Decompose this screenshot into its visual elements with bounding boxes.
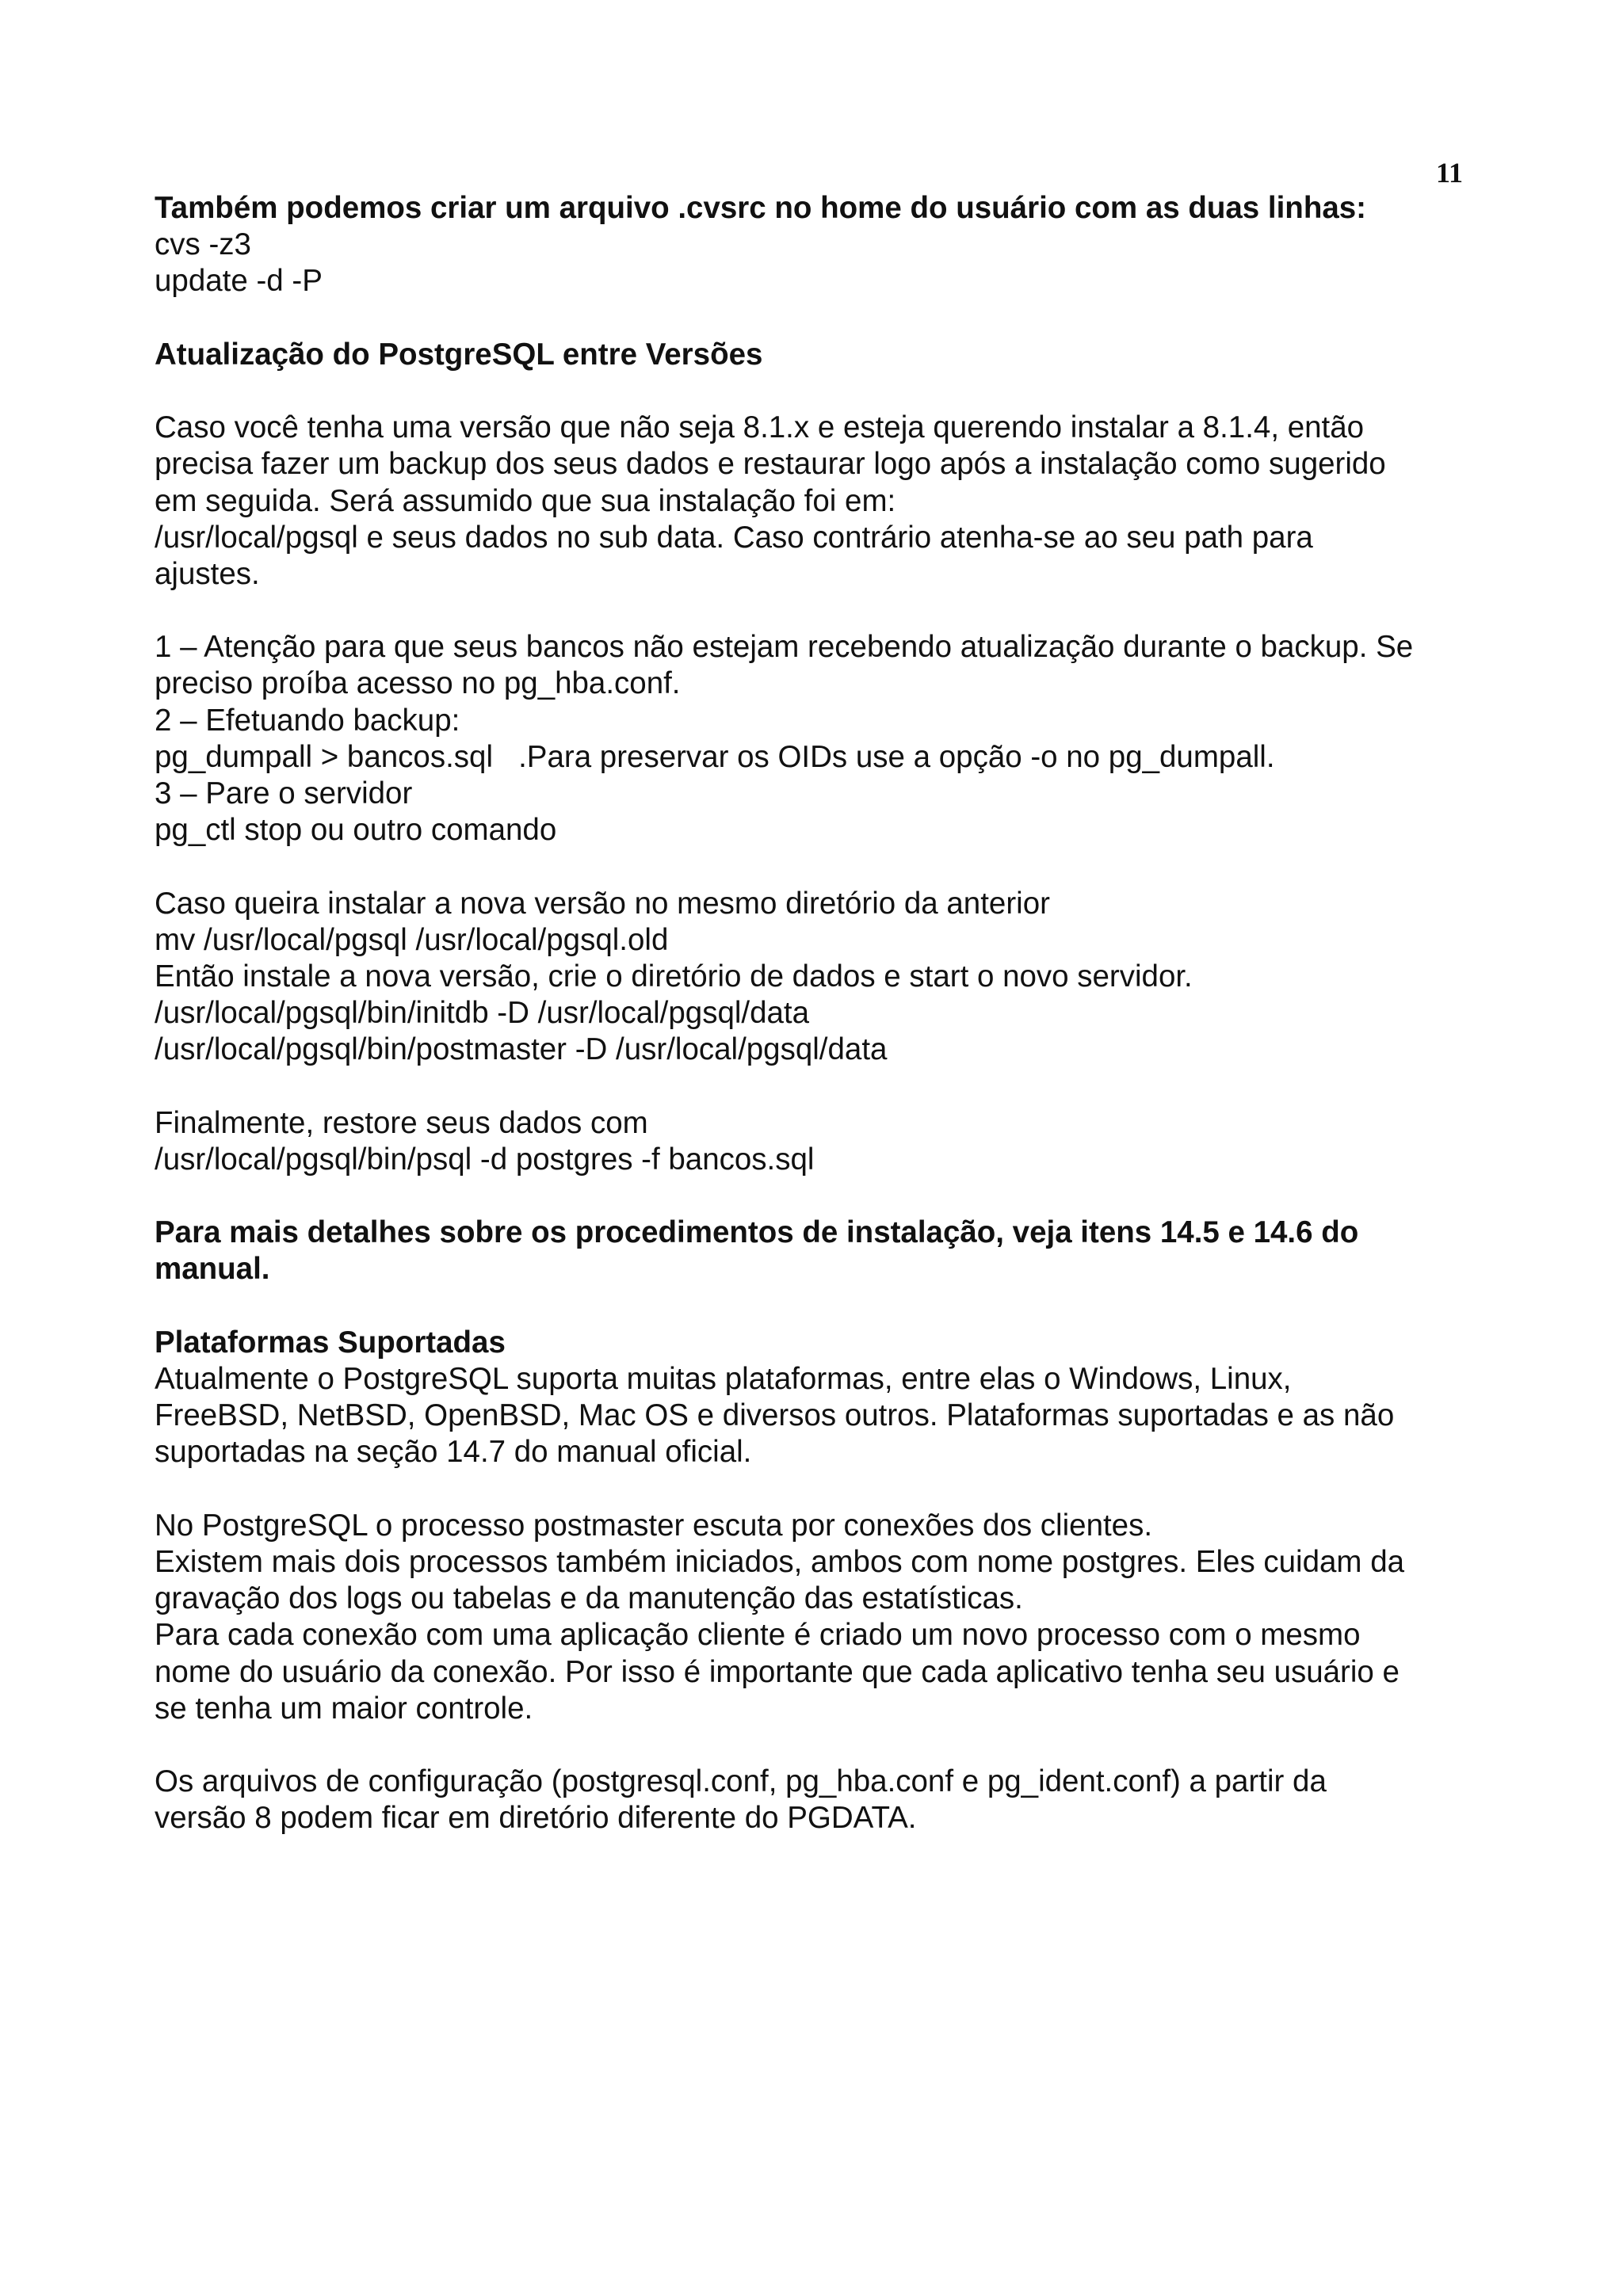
paragraph-gap	[155, 849, 1518, 885]
cvsrc-heading: Também podemos criar um arquivo .cvsrc no home do usuário com as duas linhas:	[155, 191, 1366, 225]
same-dir-line: /usr/local/pgsql/bin/postmaster -D /usr/local/pgsql/data	[155, 1032, 888, 1067]
platforms-line: Atualmente o PostgreSQL suporta muitas plataformas, entre elas o Windows, Linux,	[155, 1362, 1292, 1396]
processes-line: Existem mais dois processos também iniciados, ambos com nome postgres. Eles cuidam da	[155, 1544, 1405, 1579]
config-line: Os arquivos de configuração (postgresql.conf, pg_hba.conf e pg_ident.conf) a partir da	[155, 1764, 1327, 1799]
upgrade-step-line: 1 – Atenção para que seus bancos não estejam recebendo atualização durante o backup. Se	[155, 630, 1414, 665]
cvsrc-line: update -d -P	[155, 264, 323, 299]
platforms-line: suportadas na seção 14.7 do manual oficial.	[155, 1435, 752, 1470]
upgrade-intro-line: Caso você tenha uma versão que não seja 8.1.x e esteja querendo instalar a 8.1.4, então	[155, 410, 1365, 445]
same-dir-line: Caso queira instalar a nova versão no mesmo diretório da anterior	[155, 886, 1050, 921]
processes-line: gravação dos logs ou tabelas e da manutenção das estatísticas.	[155, 1581, 1023, 1616]
paragraph-gap	[155, 373, 1518, 410]
config-line: versão 8 podem ficar em diretório diferente do PGDATA.	[155, 1801, 917, 1836]
paragraph-gap	[155, 1471, 1518, 1508]
more-details-line: manual.	[155, 1252, 270, 1287]
upgrade-intro-line: em seguida. Será assumido que sua instalação foi em:	[155, 483, 896, 518]
upgrade-step-line: 2 – Efetuando backup:	[155, 703, 460, 738]
processes-line: No PostgreSQL o processo postmaster escuta por conexões dos clientes.	[155, 1508, 1153, 1543]
upgrade-step-line: pg_ctl stop ou outro comando	[155, 813, 557, 848]
platforms-heading: Plataformas Suportadas	[155, 1325, 506, 1360]
upgrade-step-line: 3 – Pare o servidor	[155, 776, 413, 810]
upgrade-heading: Atualização do PostgreSQL entre Versões	[155, 337, 763, 372]
same-dir-line: Então instale a nova versão, crie o diretório de dados e start o novo servidor.	[155, 959, 1193, 994]
page-content	[155, 190, 1518, 1836]
paragraph-gap	[155, 300, 1518, 337]
paragraph-gap	[155, 1069, 1518, 1105]
processes-line: Para cada conexão com uma aplicação cliente é criado um novo processo com o mesmo	[155, 1618, 1361, 1653]
upgrade-intro-line: ajustes.	[155, 556, 260, 591]
same-dir-line: mv /usr/local/pgsql /usr/local/pgsql.old	[155, 922, 669, 957]
upgrade-intro-line: precisa fazer um backup dos seus dados e restaurar logo após a instalação como sugerido	[155, 447, 1386, 482]
upgrade-step-line: preciso proíba acesso no pg_hba.conf.	[155, 666, 681, 701]
upgrade-intro-line: /usr/local/pgsql e seus dados no sub data. Caso contrário atenha-se ao seu path para	[155, 520, 1313, 555]
restore-line: Finalmente, restore seus dados com	[155, 1105, 648, 1140]
cvsrc-line: cvs -z3	[155, 227, 251, 262]
more-details-line: Para mais detalhes sobre os procedimentos de instalação, veja itens 14.5 e 14.6 do	[155, 1215, 1359, 1250]
paragraph-gap	[155, 593, 1518, 629]
page-number: 11	[1436, 157, 1464, 189]
restore-line: /usr/local/pgsql/bin/psql -d postgres -f bancos.sql	[155, 1142, 815, 1177]
processes-line: se tenha um maior controle.	[155, 1691, 533, 1726]
paragraph-gap	[155, 1727, 1518, 1764]
upgrade-step-line: pg_dumpall > bancos.sql .Para preservar os OIDs use a opção -o no pg_dumpall.	[155, 739, 1275, 774]
processes-line: nome do usuário da conexão. Por isso é importante que cada aplicativo tenha seu usuário e	[155, 1654, 1400, 1689]
platforms-line: FreeBSD, NetBSD, OpenBSD, Mac OS e diversos outros. Plataformas suportadas e as não	[155, 1398, 1395, 1433]
paragraph-gap	[155, 1288, 1518, 1325]
paragraph-gap	[155, 1178, 1518, 1215]
same-dir-line: /usr/local/pgsql/bin/initdb -D /usr/local/pgsql/data	[155, 996, 810, 1031]
